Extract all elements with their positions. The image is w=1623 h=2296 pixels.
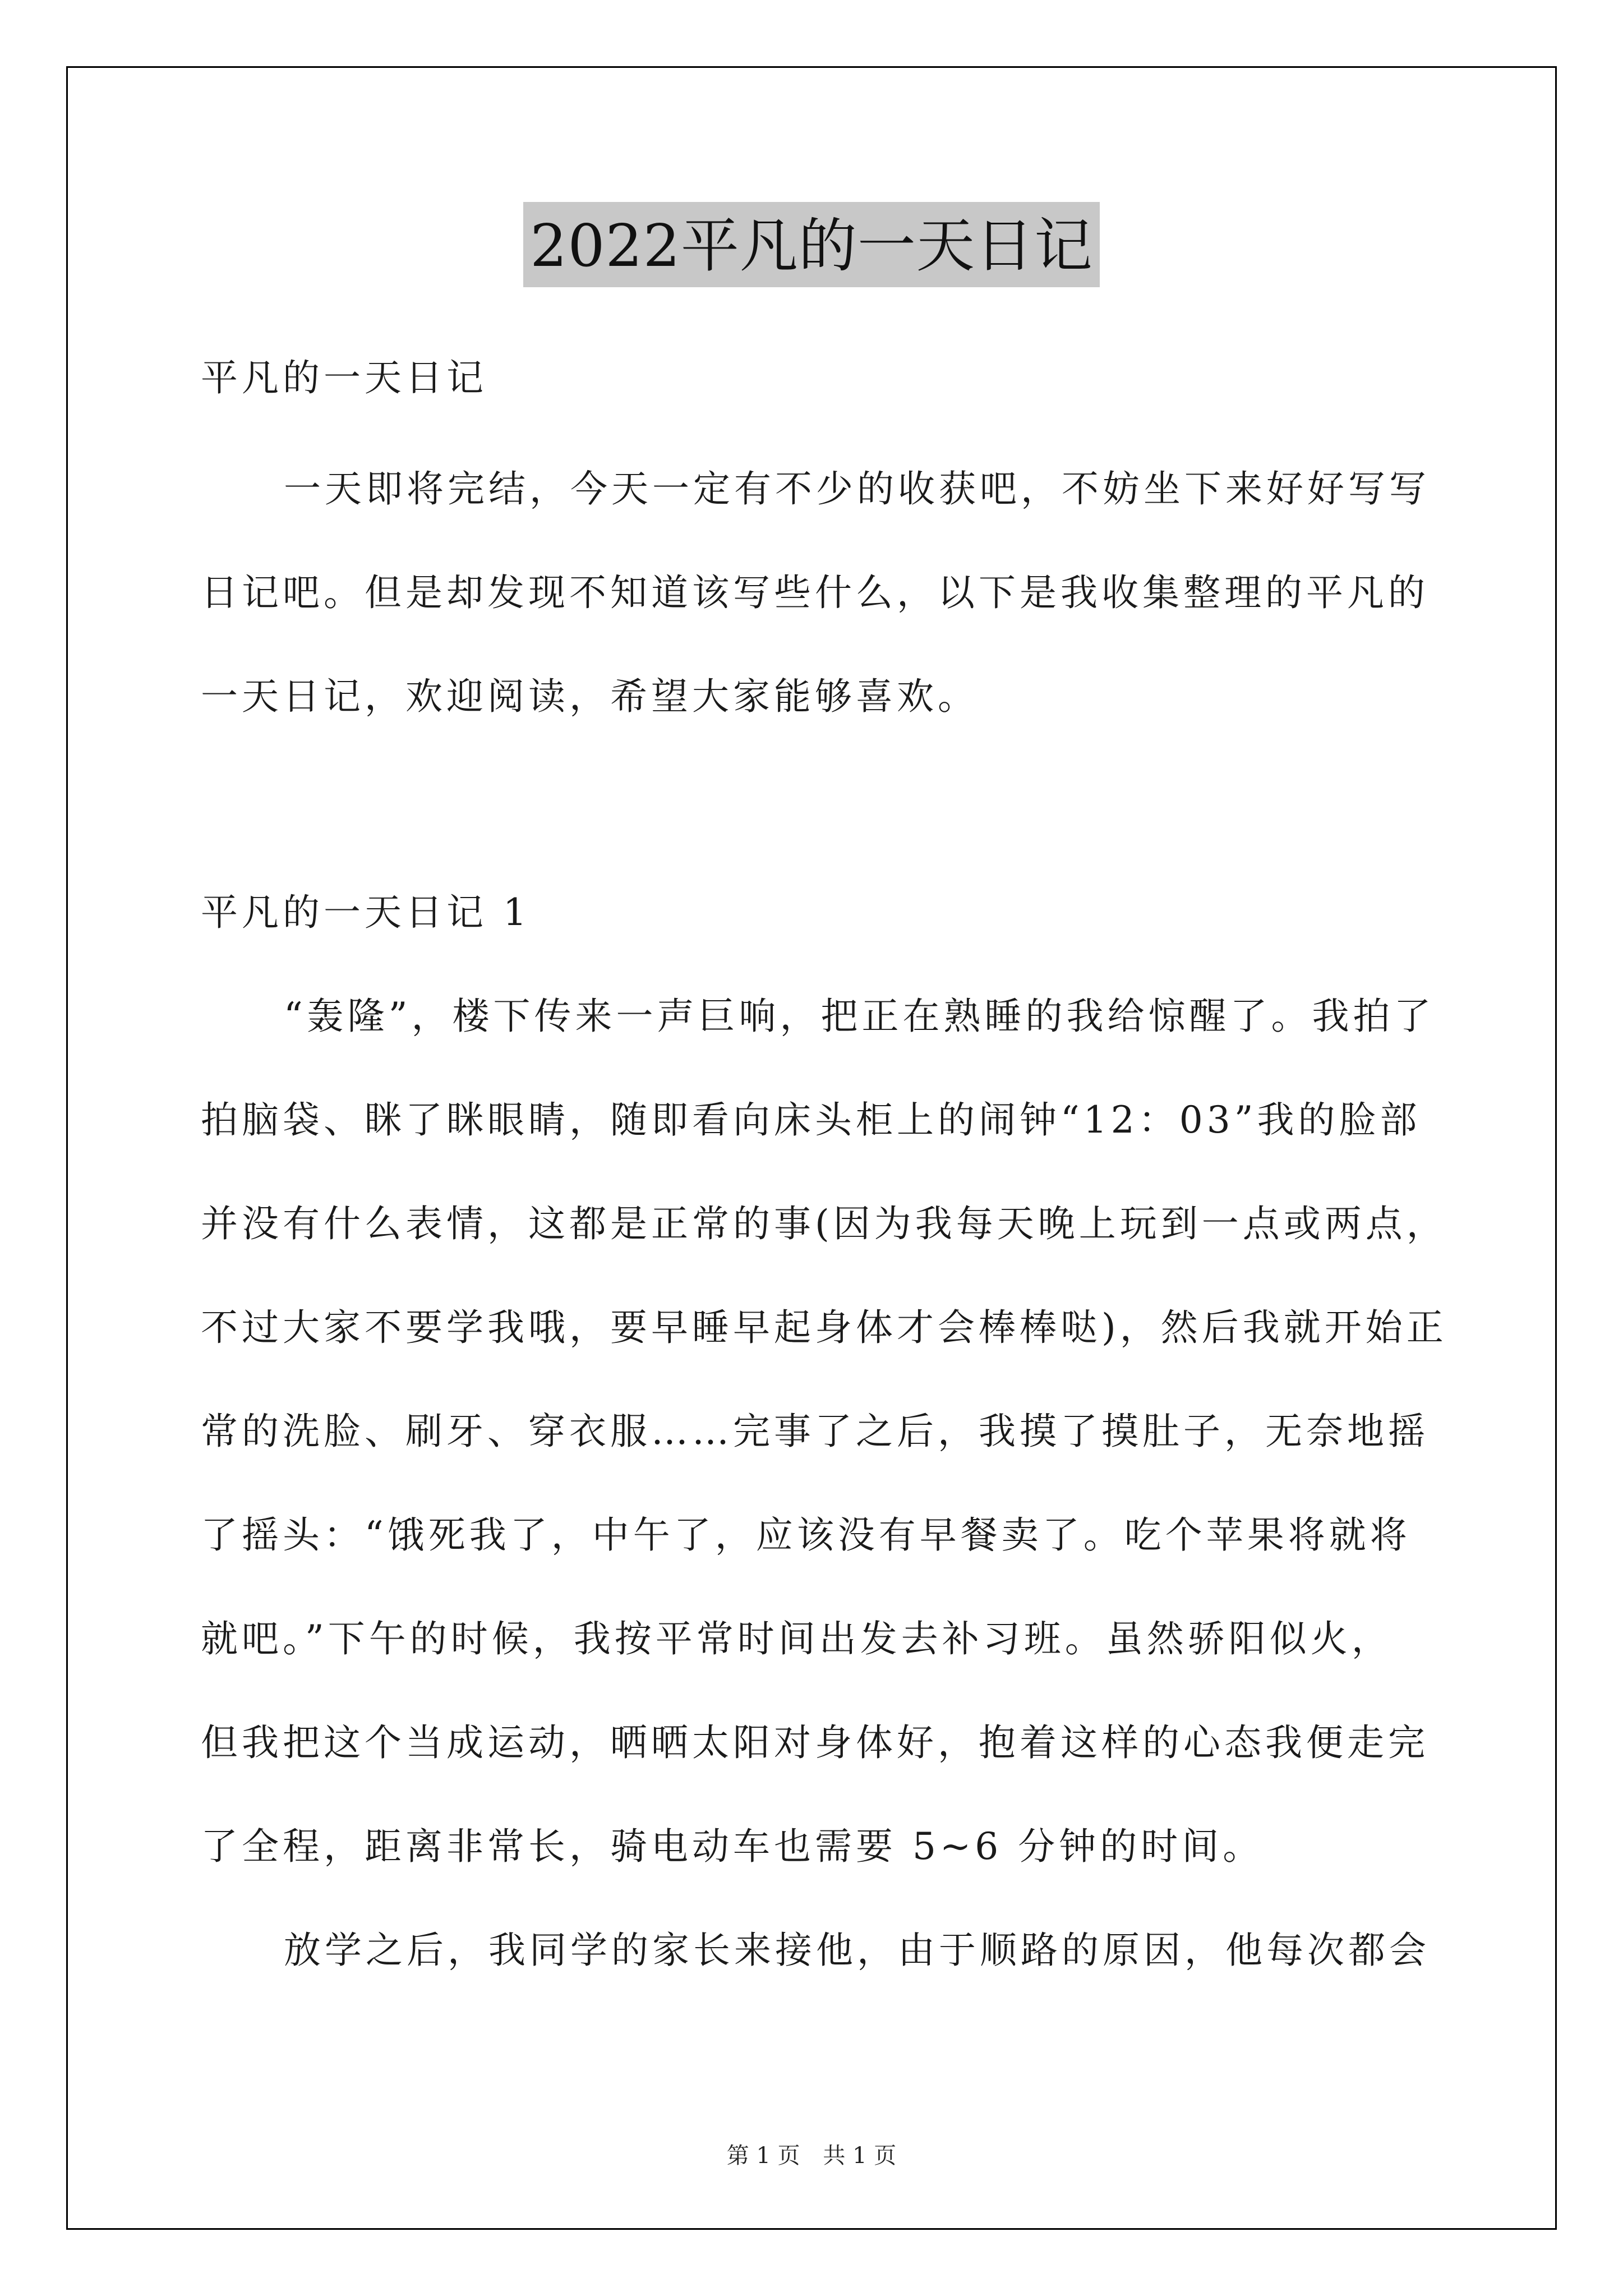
page-number-total: 共 1 页 <box>823 2143 897 2169</box>
document-title: 2022平凡的一天日记 <box>523 202 1100 287</box>
intro-line-1: 一天即将完结，今天一定有不少的收获吧，不妨坐下来好好写写 <box>284 467 1430 510</box>
paragraph2-line-1: 放学之后，我同学的家长来接他，由于顺路的原因，他每次都会 <box>284 1929 1430 1972</box>
paragraph1-line-2: 拍脑袋、眯了眯眼睛，随即看向床头柜上的闹钟“12：03”我的脸部 <box>201 1098 1421 1142</box>
subtitle: 平凡的一天日记 <box>201 356 487 399</box>
paragraph1-line-4: 不过大家不要学我哦，要早睡早起身体才会棒棒哒)，然后我就开始正 <box>201 1306 1447 1349</box>
intro-line-2: 日记吧。但是却发现不知道该写些什么，以下是我收集整理的平凡的 <box>201 571 1429 614</box>
paragraph1-line-3: 并没有什么表情，这都是正常的事(因为我每天晚上玩到一点或两点， <box>201 1202 1447 1245</box>
paragraph1-line-9: 了全程，距离非常长，骑电动车也需要 5~6 分钟的时间。 <box>201 1825 1264 1868</box>
paragraph1-line-8: 但我把这个当成运动，晒晒太阳对身体好，抱着这样的心态我便走完 <box>201 1721 1429 1764</box>
paragraph1-line-1: “轰隆”，楼下传来一声巨响，把正在熟睡的我给惊醒了。我拍了 <box>284 995 1435 1038</box>
page-number-current: 第 1 页 <box>726 2143 800 2169</box>
paragraph1-line-5: 常的洗脸、刷牙、穿衣服……完事了之后，我摸了摸肚子，无奈地摇 <box>201 1410 1429 1453</box>
section-heading: 平凡的一天日记 1 <box>201 891 531 934</box>
page-footer <box>0 2141 1623 2170</box>
paragraph1-line-6: 了摇头：“饿死我了，中午了，应该没有早餐卖了。吃个苹果将就将 <box>201 1513 1411 1557</box>
paragraph1-line-7: 就吧。”下午的时候，我按平常时间出发去补习班。虽然骄阳似火， <box>201 1617 1393 1660</box>
intro-line-3: 一天日记，欢迎阅读，希望大家能够喜欢。 <box>201 675 979 718</box>
title-wrap <box>0 202 1623 287</box>
